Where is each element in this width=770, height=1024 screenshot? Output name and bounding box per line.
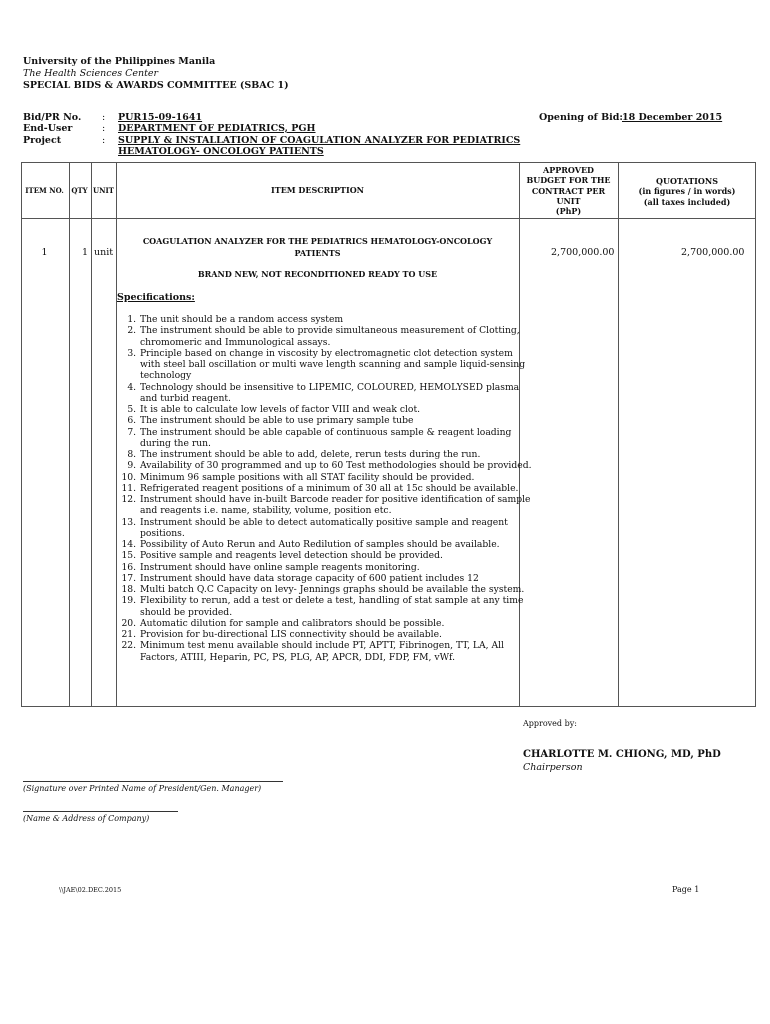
enduser-label: End-User (23, 123, 73, 134)
row-item-no: 1 (41, 247, 48, 258)
committee-name: SPECIAL BIDS & AWARDS COMMITTEE (SBAC 1) (23, 80, 289, 91)
project-colon: : (102, 135, 106, 146)
signatory-title: Chairperson (523, 762, 583, 773)
approved-by-label: Approved by: (523, 719, 577, 728)
spec-item: 8. The instrument should be able to add, delete, rerun tests during the run. (139, 449, 534, 460)
institution-name: University of the Philippines Manila (23, 56, 216, 67)
spec-item: 6. The instrument should be able to use primary sample tube (139, 415, 534, 426)
spec-item: 12. Instrument should have in-built Barcode reader for positive identification of sample and reagents i.e. name, stability, volume, position etc. (139, 494, 534, 517)
spec-item: 11. Refrigerated reagent positions of a minimum of 30 all at 15c should be available. (139, 483, 534, 494)
bid-value: PUR15-09-1641 (118, 112, 203, 123)
spec-item: 20. Automatic dilution for sample and calibrators should be possible. (139, 618, 534, 629)
spec-item: 10. Minimum 96 sample positions with all STAT facility should be provided. (139, 472, 534, 483)
enduser-value: DEPARTMENT OF PEDIATRICS, PGH (118, 123, 316, 134)
header-item-no: ITEM NO. (25, 186, 64, 195)
brand-note: BRAND NEW, NOT RECONDITIONED READY TO USE (197, 269, 438, 279)
spec-item: 15. Positive sample and reagents level detection should be provided. (139, 550, 534, 561)
header-unit: UNIT (93, 186, 114, 195)
spec-item: 7. The instrument should be able capable of continuous sample & reagent loading during the run. (139, 427, 534, 450)
spec-item: 9. Availability of 30 programmed and up to 60 Test methodologies should be provided. (139, 460, 534, 471)
spec-item: 1. The unit should be a random access system (139, 314, 534, 325)
spec-item: 5. It is able to calculate low levels of factor VIII and weak clot. (139, 404, 534, 415)
spec-item: 17. Instrument should have data storage capacity of 600 patient includes 12 (139, 573, 534, 584)
header-approved-budget: APPROVED BUDGET FOR THE CONTRACT PER UNIT (PhP) (526, 165, 611, 217)
file-reference: \\JAE\02.DEC.2015 (59, 886, 122, 894)
signature-line (23, 781, 283, 782)
spec-item: 22. Minimum test menu available should include PT, APTT, Fibrinogen, TT, LA, All Factors, ATIII, Heparin, PC, PS, PLG, AP, APCR, DDI, FDP, FM, vWf. (139, 640, 534, 663)
opening-value: 18 December 2015 (622, 112, 723, 123)
enduser-colon: : (102, 123, 106, 134)
company-caption: (Name & Address of Company) (23, 814, 150, 823)
row-budget: 2,700,000.00 (551, 247, 615, 258)
project-label: Project (23, 135, 62, 146)
specs-heading: Specifications: (117, 292, 195, 303)
header-qty: QTY (71, 186, 88, 195)
bid-label: Bid/PR No. (23, 112, 82, 123)
spec-item: 4. Technology should be insensitive to LIPEMIC, COLOURED, HEMOLYSED plasma and turbid reagent. (139, 382, 534, 405)
row-unit: unit (94, 247, 114, 258)
spec-item: 3. Principle based on change in viscosity by electromagnetic clot detection system with steel ball oscillation or multi wave length scanning and sample liquid-sensing technology (139, 348, 534, 382)
bid-colon: : (102, 112, 106, 123)
page-number: Page 1 (672, 885, 700, 894)
spec-item: 2. The instrument should be able to provide simultaneous measurement of Clotting, chromomeric and Immunological assays. (139, 325, 534, 348)
center-name: The Health Sciences Center (23, 68, 159, 79)
header-item-description: ITEM DESCRIPTION (271, 185, 364, 195)
spec-item: 16. Instrument should have online sample reagents monitoring. (139, 562, 534, 573)
project-value-line1: SUPPLY & INSTALLATION OF COAGULATION ANALYZER FOR PEDIATRICS (118, 135, 521, 146)
row-quotation: 2,700,000.00 (681, 247, 745, 258)
spec-item: 13. Instrument should be able to detect automatically positive sample and reagent positions. (139, 517, 534, 540)
specifications-list (117, 314, 534, 663)
spec-item: 19. Flexibility to rerun, add a test or delete a test, handling of stat sample at any time should be provided. (139, 595, 534, 618)
spec-item: 14. Possibility of Auto Rerun and Auto Redilution of samples should be available. (139, 539, 534, 550)
row-qty: 1 (81, 247, 88, 258)
header-quotations: QUOTATIONS (in figures / in words) (all taxes included) (638, 176, 736, 207)
company-line (23, 811, 178, 812)
opening-label: Opening of Bid: (539, 112, 623, 123)
signature-caption: (Signature over Printed Name of President/Gen. Manager) (23, 784, 262, 793)
spec-item: 21. Provision for bu-directional LIS connectivity should be available. (139, 629, 534, 640)
row-item-title: COAGULATION ANALYZER FOR THE PEDIATRICS HEMATOLOGY-ONCOLOGY PATIENTS (142, 236, 493, 258)
project-value-line2: HEMATOLOGY- ONCOLOGY PATIENTS (118, 146, 324, 157)
spec-item: 18. Multi batch Q.C Capacity on levy- Jennings graphs should be available the system. (139, 584, 534, 595)
signatory-name: CHARLOTTE M. CHIONG, MD, PhD (523, 749, 721, 760)
